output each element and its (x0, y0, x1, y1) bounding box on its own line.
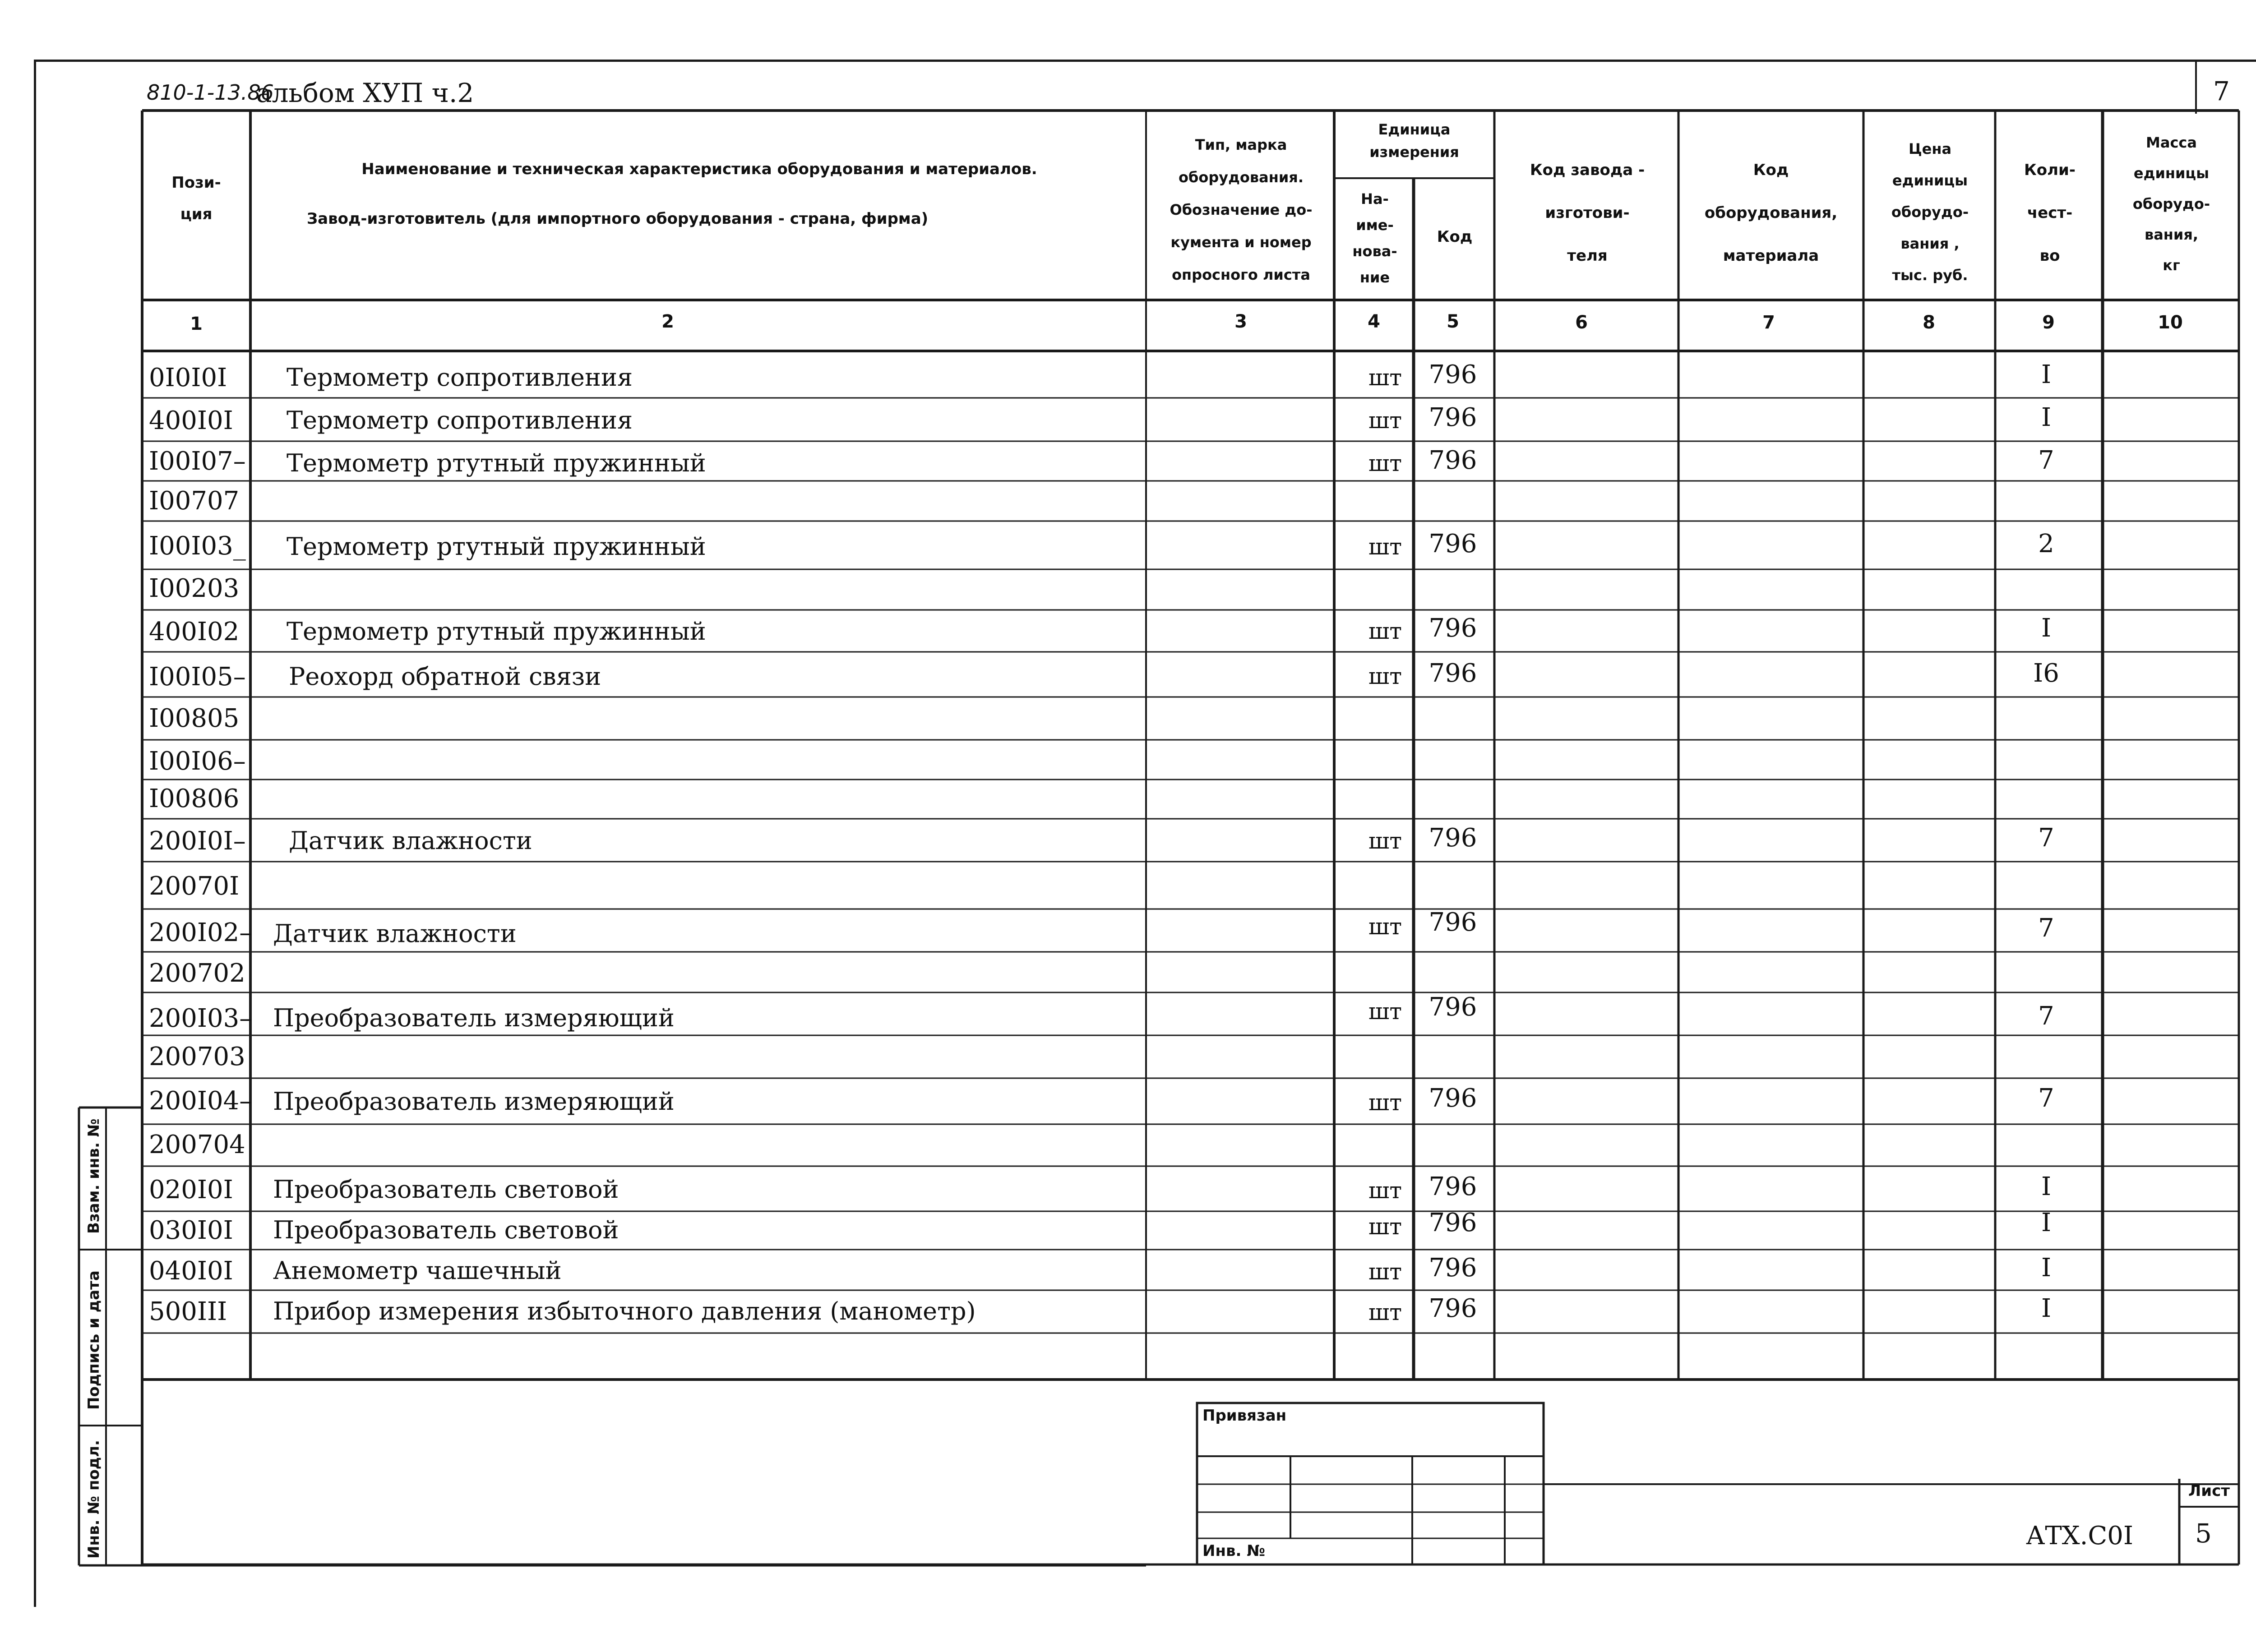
row-position: 200I0I– (149, 826, 246, 856)
row-unit: шт (1368, 998, 1402, 1024)
header-col-10: Масса единицы оборудо- вания, кг (2132, 134, 2210, 274)
col-number-3: 3 (1234, 311, 1247, 332)
album-title: альбом ХУП ч.2 (256, 78, 474, 108)
row-position: 040I0I (149, 1256, 233, 1286)
row-quantity: I (2041, 403, 2052, 432)
header-col-7: Код оборудования, материала (1704, 161, 1838, 265)
row-position: I00I06– (149, 747, 246, 776)
row-unit-code: 796 (1428, 1253, 1477, 1283)
title-block-inv-no: Инв. № (1202, 1542, 1266, 1560)
row-unit: шт (1368, 828, 1402, 854)
header-col-2-line1: Наименование и техническая характеристика оборудования и материалов. (361, 160, 1037, 178)
side-label-podpis-data: Подпись и дата (85, 1270, 103, 1410)
row-unit: шт (1368, 1259, 1402, 1285)
row-unit: шт (1368, 914, 1402, 940)
row-unit-code: 796 (1428, 908, 1477, 937)
side-label-inv-podl: Инв. № подл. (85, 1440, 103, 1559)
row-quantity: I (2041, 1253, 2052, 1283)
col-number-4: 4 (1368, 311, 1380, 332)
header-col-5: Код (1437, 228, 1473, 246)
row-unit: шт (1368, 534, 1402, 560)
row-unit: шт (1368, 450, 1402, 476)
row-unit-code: 796 (1428, 659, 1477, 688)
header-col-2-line2: Завод-изготовитель (для импортного оборудования - страна, фирма) (307, 210, 929, 228)
row-quantity: I (2041, 1294, 2052, 1323)
row-position: I00805 (149, 704, 240, 733)
row-position: 200702 (149, 959, 245, 988)
row-unit-code: 796 (1428, 1172, 1477, 1201)
row-quantity: 7 (2038, 446, 2054, 475)
row-name: Термометр ртутный пружинный (287, 617, 706, 646)
col-number-7: 7 (1762, 312, 1775, 333)
col-number-10: 10 (2158, 312, 2183, 333)
row-name: Преобразователь измеряющий (273, 1004, 675, 1032)
row-quantity: I6 (2033, 659, 2059, 688)
row-unit-code: 796 (1428, 1294, 1477, 1323)
row-unit-code: 796 (1428, 823, 1477, 853)
header-col-9: Коли- чест- во (2024, 161, 2076, 265)
row-position: I00I05– (149, 662, 246, 692)
row-name: Преобразователь световой (273, 1175, 619, 1204)
row-unit: шт (1368, 1089, 1402, 1116)
row-quantity: 7 (2038, 1001, 2054, 1031)
corner-sheet-number: 7 (2213, 76, 2230, 106)
row-name: Датчик влажности (289, 826, 532, 855)
header-col-3: Тип, марка оборудования. Обозначение до- кумента и номер опросного листа (1170, 136, 1313, 283)
row-position: I00806 (149, 784, 240, 813)
row-unit-code: 796 (1428, 1208, 1477, 1237)
row-position: 030I0I (149, 1216, 233, 1245)
row-quantity: I (2041, 1208, 2052, 1237)
row-position: 020I0I (149, 1175, 233, 1204)
row-name: Преобразователь световой (273, 1216, 619, 1244)
header-col-1: Пози- ция (171, 174, 221, 223)
col-number-9: 9 (2042, 312, 2055, 333)
row-unit: шт (1368, 407, 1402, 434)
row-position: I00I07– (149, 447, 246, 476)
col-number-5: 5 (1447, 311, 1459, 332)
side-label-vzam-inv: Взам. инв. № (85, 1118, 103, 1234)
row-position: 500III (149, 1297, 227, 1326)
sheet-label: Лист (2188, 1482, 2230, 1500)
sheet-number: 5 (2195, 1518, 2212, 1549)
row-name: Термометр сопротивления (287, 406, 633, 434)
col-number-8: 8 (1923, 312, 1935, 333)
row-quantity: I (2041, 1172, 2052, 1201)
row-unit: шт (1368, 365, 1402, 391)
row-position: I00I03_ (149, 531, 246, 561)
row-unit: шт (1368, 618, 1402, 644)
row-name: Реохорд обратной связи (289, 662, 601, 691)
row-unit-code: 796 (1428, 360, 1477, 389)
document-code: АТХ.С0I (2026, 1521, 2134, 1550)
row-position: 200I04– (149, 1086, 252, 1116)
row-position: 200704 (149, 1130, 245, 1159)
row-name: Анемометр чашечный (273, 1256, 562, 1285)
row-quantity: 7 (2038, 914, 2054, 943)
row-position: 200I02– (149, 918, 252, 947)
row-quantity: I (2041, 360, 2052, 389)
row-position: I00203 (149, 574, 240, 603)
row-position: 20070I (149, 872, 240, 901)
row-unit-code: 796 (1428, 1084, 1477, 1113)
row-quantity: 7 (2038, 1084, 2054, 1113)
row-name: Прибор измерения избыточного давления (манометр) (273, 1297, 976, 1325)
row-unit: шт (1368, 1214, 1402, 1240)
row-unit: шт (1368, 663, 1402, 689)
header-col-4: На- име- нова- ние (1352, 190, 1397, 286)
row-quantity: 7 (2038, 823, 2054, 853)
row-quantity: 2 (2038, 529, 2054, 558)
row-position: 400I0I (149, 406, 233, 435)
row-unit-code: 796 (1428, 529, 1477, 558)
row-unit-code: 796 (1428, 992, 1477, 1022)
row-unit-code: 796 (1428, 403, 1477, 432)
title-block-privyazan: Привязан (1202, 1407, 1287, 1425)
col-number-1: 1 (190, 314, 203, 334)
row-position: I00707 (149, 486, 240, 516)
header-col-8: Цена единицы оборудо- вания , тыс. руб. (1891, 140, 1969, 284)
row-unit: шт (1368, 1299, 1402, 1325)
row-unit-code: 796 (1428, 614, 1477, 643)
row-position: 400I02 (149, 617, 240, 646)
row-position: 200703 (149, 1042, 245, 1071)
row-name: Термометр сопротивления (287, 363, 633, 392)
row-quantity: I (2041, 614, 2052, 643)
col-number-6: 6 (1575, 312, 1588, 333)
row-name: Датчик влажности (273, 919, 517, 948)
header-col-6: Код завода - изготови- теля (1530, 161, 1645, 265)
row-unit: шт (1368, 1177, 1402, 1204)
row-position: 200I03– (149, 1004, 252, 1033)
header-col-45-group: Единица измерения (1369, 121, 1459, 161)
document-stamp: 810-1-13.86 (147, 80, 274, 105)
row-name: Термометр ртутный пружинный (287, 532, 706, 561)
row-name: Преобразователь измеряющий (273, 1087, 675, 1116)
row-unit-code: 796 (1428, 446, 1477, 475)
row-position: 0I0I0I (149, 363, 227, 392)
col-number-2: 2 (661, 311, 674, 332)
row-name: Термометр ртутный пружинный (287, 449, 706, 477)
